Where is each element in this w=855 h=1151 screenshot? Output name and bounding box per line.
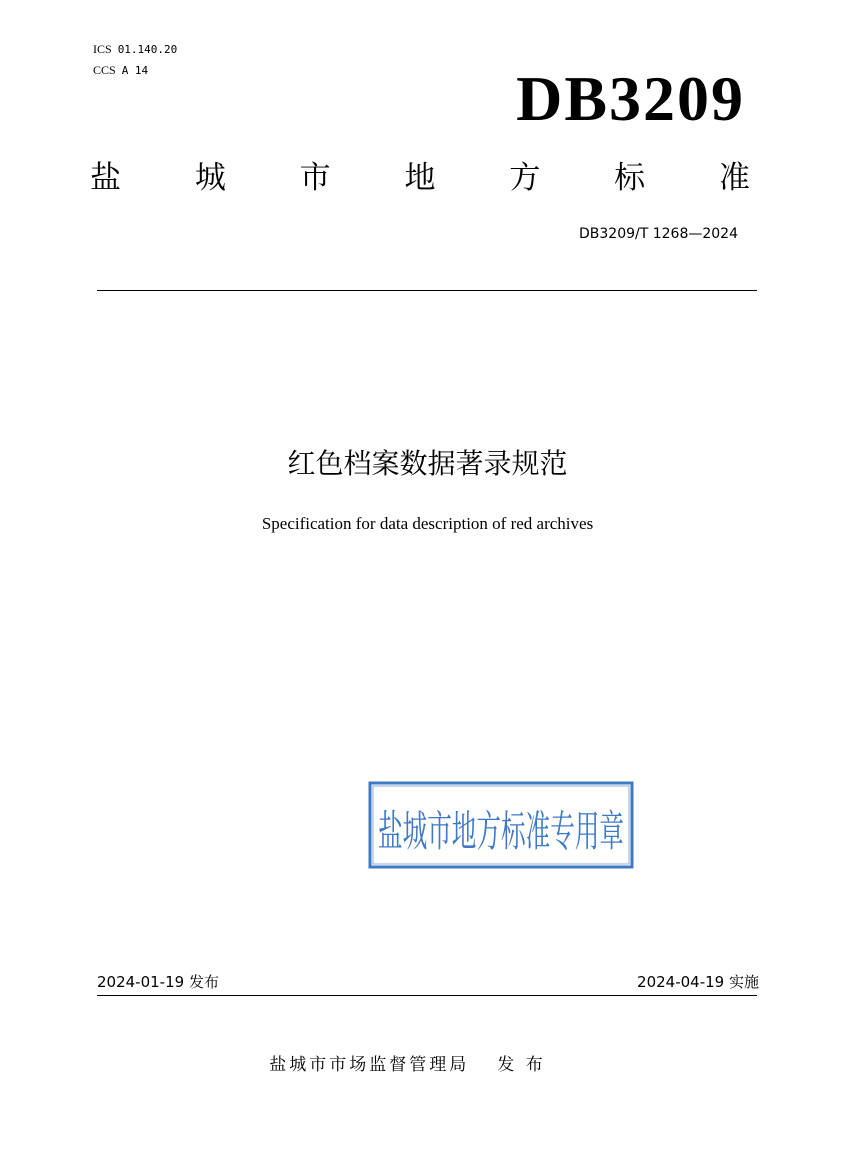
issuer-organization: 盐城市市场监督管理局 [269, 1055, 470, 1075]
standard-number: DB3209/T 1268—2024 [579, 226, 738, 242]
issue-date: 2024-01-19 发布 [97, 973, 219, 991]
ccs-label: CCS [93, 63, 116, 77]
standard-type [90, 158, 750, 198]
header-divider [97, 290, 757, 291]
document-title: 红色档案数据著录规范 [287, 447, 568, 480]
ics-label: ICS [93, 42, 112, 56]
issuer-action: 发 布 [497, 1055, 546, 1075]
ics-value: 01.140.20 [117, 43, 178, 56]
standard-type-char: 标 [614, 160, 646, 196]
document-title-english: Specification for data description of red archives [261, 514, 594, 533]
standard-code: DB3209 [516, 63, 745, 134]
ccs-value: A 14 [121, 64, 149, 77]
standard-type-char: 盐 [90, 160, 121, 196]
ics-code [93, 42, 177, 57]
implementation-date: 2024-04-19 实施 [637, 973, 759, 991]
issuer-line [0, 1054, 815, 1076]
standard-type-char: 地 [404, 160, 436, 196]
stamp-text: 盐城市地方标准专用章 [378, 807, 624, 858]
standard-type-char: 方 [509, 160, 541, 196]
standard-type-char: 城 [194, 160, 226, 196]
standard-type-char: 市 [299, 160, 331, 196]
ccs-code [93, 63, 148, 78]
official-stamp [368, 781, 634, 869]
stamp-graphic [368, 781, 634, 869]
footer-divider [97, 995, 757, 996]
standard-type-char: 准 [718, 160, 750, 196]
